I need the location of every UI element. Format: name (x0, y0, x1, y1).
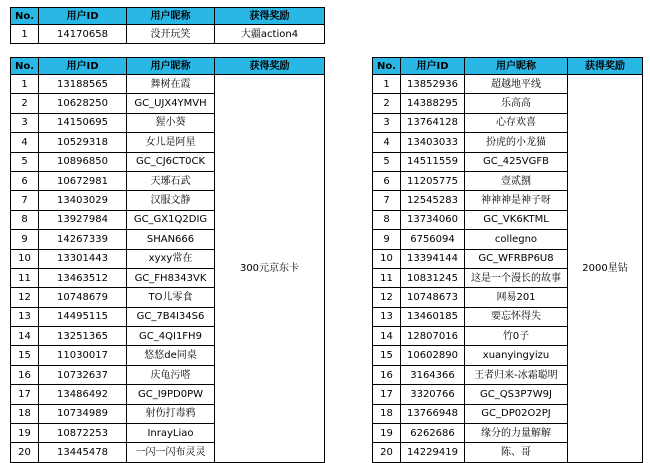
cell-nickname: GC_WFRBP6U8 (465, 249, 568, 268)
cell-user-id: 11205775 (401, 171, 465, 190)
cell-no: 1 (373, 75, 401, 94)
table-header-row (11, 8, 325, 25)
cell-nickname: xuanyingyizu (465, 346, 568, 365)
cell-user-id: 3164366 (401, 365, 465, 384)
cell-user-id: 10748673 (401, 288, 465, 307)
header-nickname: 用户昵称 (127, 58, 215, 75)
cell-user-id: 13486492 (39, 385, 127, 404)
cell-nickname: 超越地平线 (465, 75, 568, 94)
cell-nickname: 猩小葵 (127, 113, 215, 132)
cell-no: 12 (373, 288, 401, 307)
cell-no: 2 (373, 94, 401, 113)
cell-user-id: 12545283 (401, 191, 465, 210)
cell-no: 20 (373, 443, 401, 462)
cell-user-id: 14495115 (39, 307, 127, 326)
cell-user-id: 13403033 (401, 133, 465, 152)
cell-reward: 大疆action4 (215, 25, 325, 44)
cell-nickname: GC_I9PD0PW (127, 385, 215, 404)
header-reward: 获得奖励 (568, 58, 643, 75)
right-table-body (373, 75, 643, 463)
table-row (11, 75, 325, 94)
cell-nickname: GC_GX1Q2DIG (127, 210, 215, 229)
cell-nickname: SHAN666 (127, 230, 215, 249)
cell-user-id: 10872253 (39, 424, 127, 443)
cell-nickname: GC_FH8343VK (127, 268, 215, 287)
cell-nickname: 这是一个漫长的故事 (465, 268, 568, 287)
cell-nickname: GC_VK6KTML (465, 210, 568, 229)
cell-no: 5 (373, 152, 401, 171)
cell-user-id: 13766948 (401, 404, 465, 423)
table-header-row (11, 58, 325, 75)
cell-no: 6 (11, 171, 39, 190)
cell-user-id: 14267339 (39, 230, 127, 249)
cell-no: 14 (373, 327, 401, 346)
cell-nickname: GC_UJX4YMVH (127, 94, 215, 113)
cell-user-id: 13188565 (39, 75, 127, 94)
header-no: No. (11, 8, 39, 25)
reward-cell: 2000星钻 (568, 75, 643, 463)
cell-nickname: 乐高高 (465, 94, 568, 113)
cell-no: 3 (11, 113, 39, 132)
header-nickname: 用户昵称 (465, 58, 568, 75)
cell-nickname: 悠悠de同桌 (127, 346, 215, 365)
cell-no: 4 (11, 133, 39, 152)
cell-no: 1 (11, 25, 39, 44)
table-header-row (373, 58, 643, 75)
cell-user-id: 12807016 (401, 327, 465, 346)
top-winner-table (10, 7, 325, 44)
cell-no: 11 (373, 268, 401, 287)
cell-nickname: 要忘怀得失 (465, 307, 568, 326)
cell-nickname: TO儿零食 (127, 288, 215, 307)
cell-nickname: 竹0子 (465, 327, 568, 346)
cell-nickname: 汉服文静 (127, 191, 215, 210)
cell-user-id: 13927984 (39, 210, 127, 229)
cell-user-id: 13403029 (39, 191, 127, 210)
cell-user-id: 13764128 (401, 113, 465, 132)
cell-no: 17 (11, 385, 39, 404)
cell-user-id: 10732637 (39, 365, 127, 384)
header-user-id: 用户ID (401, 58, 465, 75)
cell-user-id: 14388295 (401, 94, 465, 113)
cell-no: 5 (11, 152, 39, 171)
cell-nickname: 网易201 (465, 288, 568, 307)
cell-user-id: 13445478 (39, 443, 127, 462)
cell-nickname: GC_425VGFB (465, 152, 568, 171)
cell-user-id: 13460185 (401, 307, 465, 326)
cell-no: 11 (11, 268, 39, 287)
cell-nickname: xyxy常在 (127, 249, 215, 268)
cell-no: 13 (373, 307, 401, 326)
cell-nickname: 舞树在霞 (127, 75, 215, 94)
cell-no: 19 (373, 424, 401, 443)
cell-user-id: 10529318 (39, 133, 127, 152)
header-reward: 获得奖励 (215, 8, 325, 25)
cell-no: 9 (11, 230, 39, 249)
header-no: No. (373, 58, 401, 75)
header-reward: 获得奖励 (215, 58, 325, 75)
cell-user-id: 14229419 (401, 443, 465, 462)
cell-no: 10 (373, 249, 401, 268)
cell-no: 17 (373, 385, 401, 404)
cell-nickname: GC_CJ6CT0CK (127, 152, 215, 171)
cell-no: 15 (373, 346, 401, 365)
table-row (11, 25, 325, 44)
cell-no: 16 (11, 365, 39, 384)
cell-no: 3 (373, 113, 401, 132)
header-no: No. (11, 58, 39, 75)
cell-no: 2 (11, 94, 39, 113)
reward-cell: 300元京东卡 (215, 75, 325, 463)
cell-nickname: 心存欢喜 (465, 113, 568, 132)
cell-user-id: 13463512 (39, 268, 127, 287)
cell-nickname: 天琊石武 (127, 171, 215, 190)
cell-nickname: 女儿是阿星 (127, 133, 215, 152)
cell-nickname: 王者归来-冰霜聪明 (465, 365, 568, 384)
cell-no: 18 (11, 404, 39, 423)
cell-user-id: 14150695 (39, 113, 127, 132)
cell-no: 7 (373, 191, 401, 210)
table-row (373, 75, 643, 94)
cell-user-id: 6262686 (401, 424, 465, 443)
cell-no: 15 (11, 346, 39, 365)
cell-no: 20 (11, 443, 39, 462)
cell-nickname: GC_QS3P7W9J (465, 385, 568, 404)
cell-user-id: 13852936 (401, 75, 465, 94)
cell-user-id: 10602890 (401, 346, 465, 365)
cell-user-id: 13251365 (39, 327, 127, 346)
header-user-id: 用户ID (39, 58, 127, 75)
cell-no: 8 (11, 210, 39, 229)
cell-nickname: 扮虎的小龙猫 (465, 133, 568, 152)
cell-no: 1 (11, 75, 39, 94)
cell-user-id: 10896850 (39, 152, 127, 171)
cell-user-id: 6756094 (401, 230, 465, 249)
cell-nickname: 庆龟污嗒 (127, 365, 215, 384)
cell-user-id: 10748679 (39, 288, 127, 307)
cell-nickname: 壹贰捌 (465, 171, 568, 190)
cell-user-id: 10628250 (39, 94, 127, 113)
cell-nickname: 没开玩笑 (127, 25, 215, 44)
cell-nickname: 神神神是神子呀 (465, 191, 568, 210)
cell-user-id: 11030017 (39, 346, 127, 365)
right-winners-table (372, 57, 643, 463)
cell-user-id: 3320766 (401, 385, 465, 404)
cell-user-id: 13301443 (39, 249, 127, 268)
cell-no: 14 (11, 327, 39, 346)
cell-user-id: 14170658 (39, 25, 127, 44)
header-user-id: 用户ID (39, 8, 127, 25)
cell-no: 8 (373, 210, 401, 229)
cell-nickname: InrayLiao (127, 424, 215, 443)
cell-user-id: 13734060 (401, 210, 465, 229)
cell-no: 7 (11, 191, 39, 210)
cell-user-id: 14511559 (401, 152, 465, 171)
cell-nickname: GC_4QI1FH9 (127, 327, 215, 346)
left-table-body (11, 75, 325, 463)
cell-user-id: 10672981 (39, 171, 127, 190)
cell-nickname: 射伤打毒鸦 (127, 404, 215, 423)
cell-nickname: collegno (465, 230, 568, 249)
cell-no: 12 (11, 288, 39, 307)
cell-no: 4 (373, 133, 401, 152)
cell-no: 18 (373, 404, 401, 423)
cell-user-id: 10734989 (39, 404, 127, 423)
cell-no: 16 (373, 365, 401, 384)
cell-nickname: 一闪一闪布灵灵 (127, 443, 215, 462)
cell-no: 9 (373, 230, 401, 249)
cell-no: 10 (11, 249, 39, 268)
header-nickname: 用户昵称 (127, 8, 215, 25)
cell-nickname: GC_DP02O2PJ (465, 404, 568, 423)
cell-user-id: 10831245 (401, 268, 465, 287)
left-winners-table (10, 57, 325, 463)
cell-no: 13 (11, 307, 39, 326)
cell-nickname: 缘分的力量解解 (465, 424, 568, 443)
cell-no: 6 (373, 171, 401, 190)
cell-no: 19 (11, 424, 39, 443)
cell-nickname: GC_7B4I34S6 (127, 307, 215, 326)
cell-user-id: 13394144 (401, 249, 465, 268)
cell-nickname: 陈、哥 (465, 443, 568, 462)
